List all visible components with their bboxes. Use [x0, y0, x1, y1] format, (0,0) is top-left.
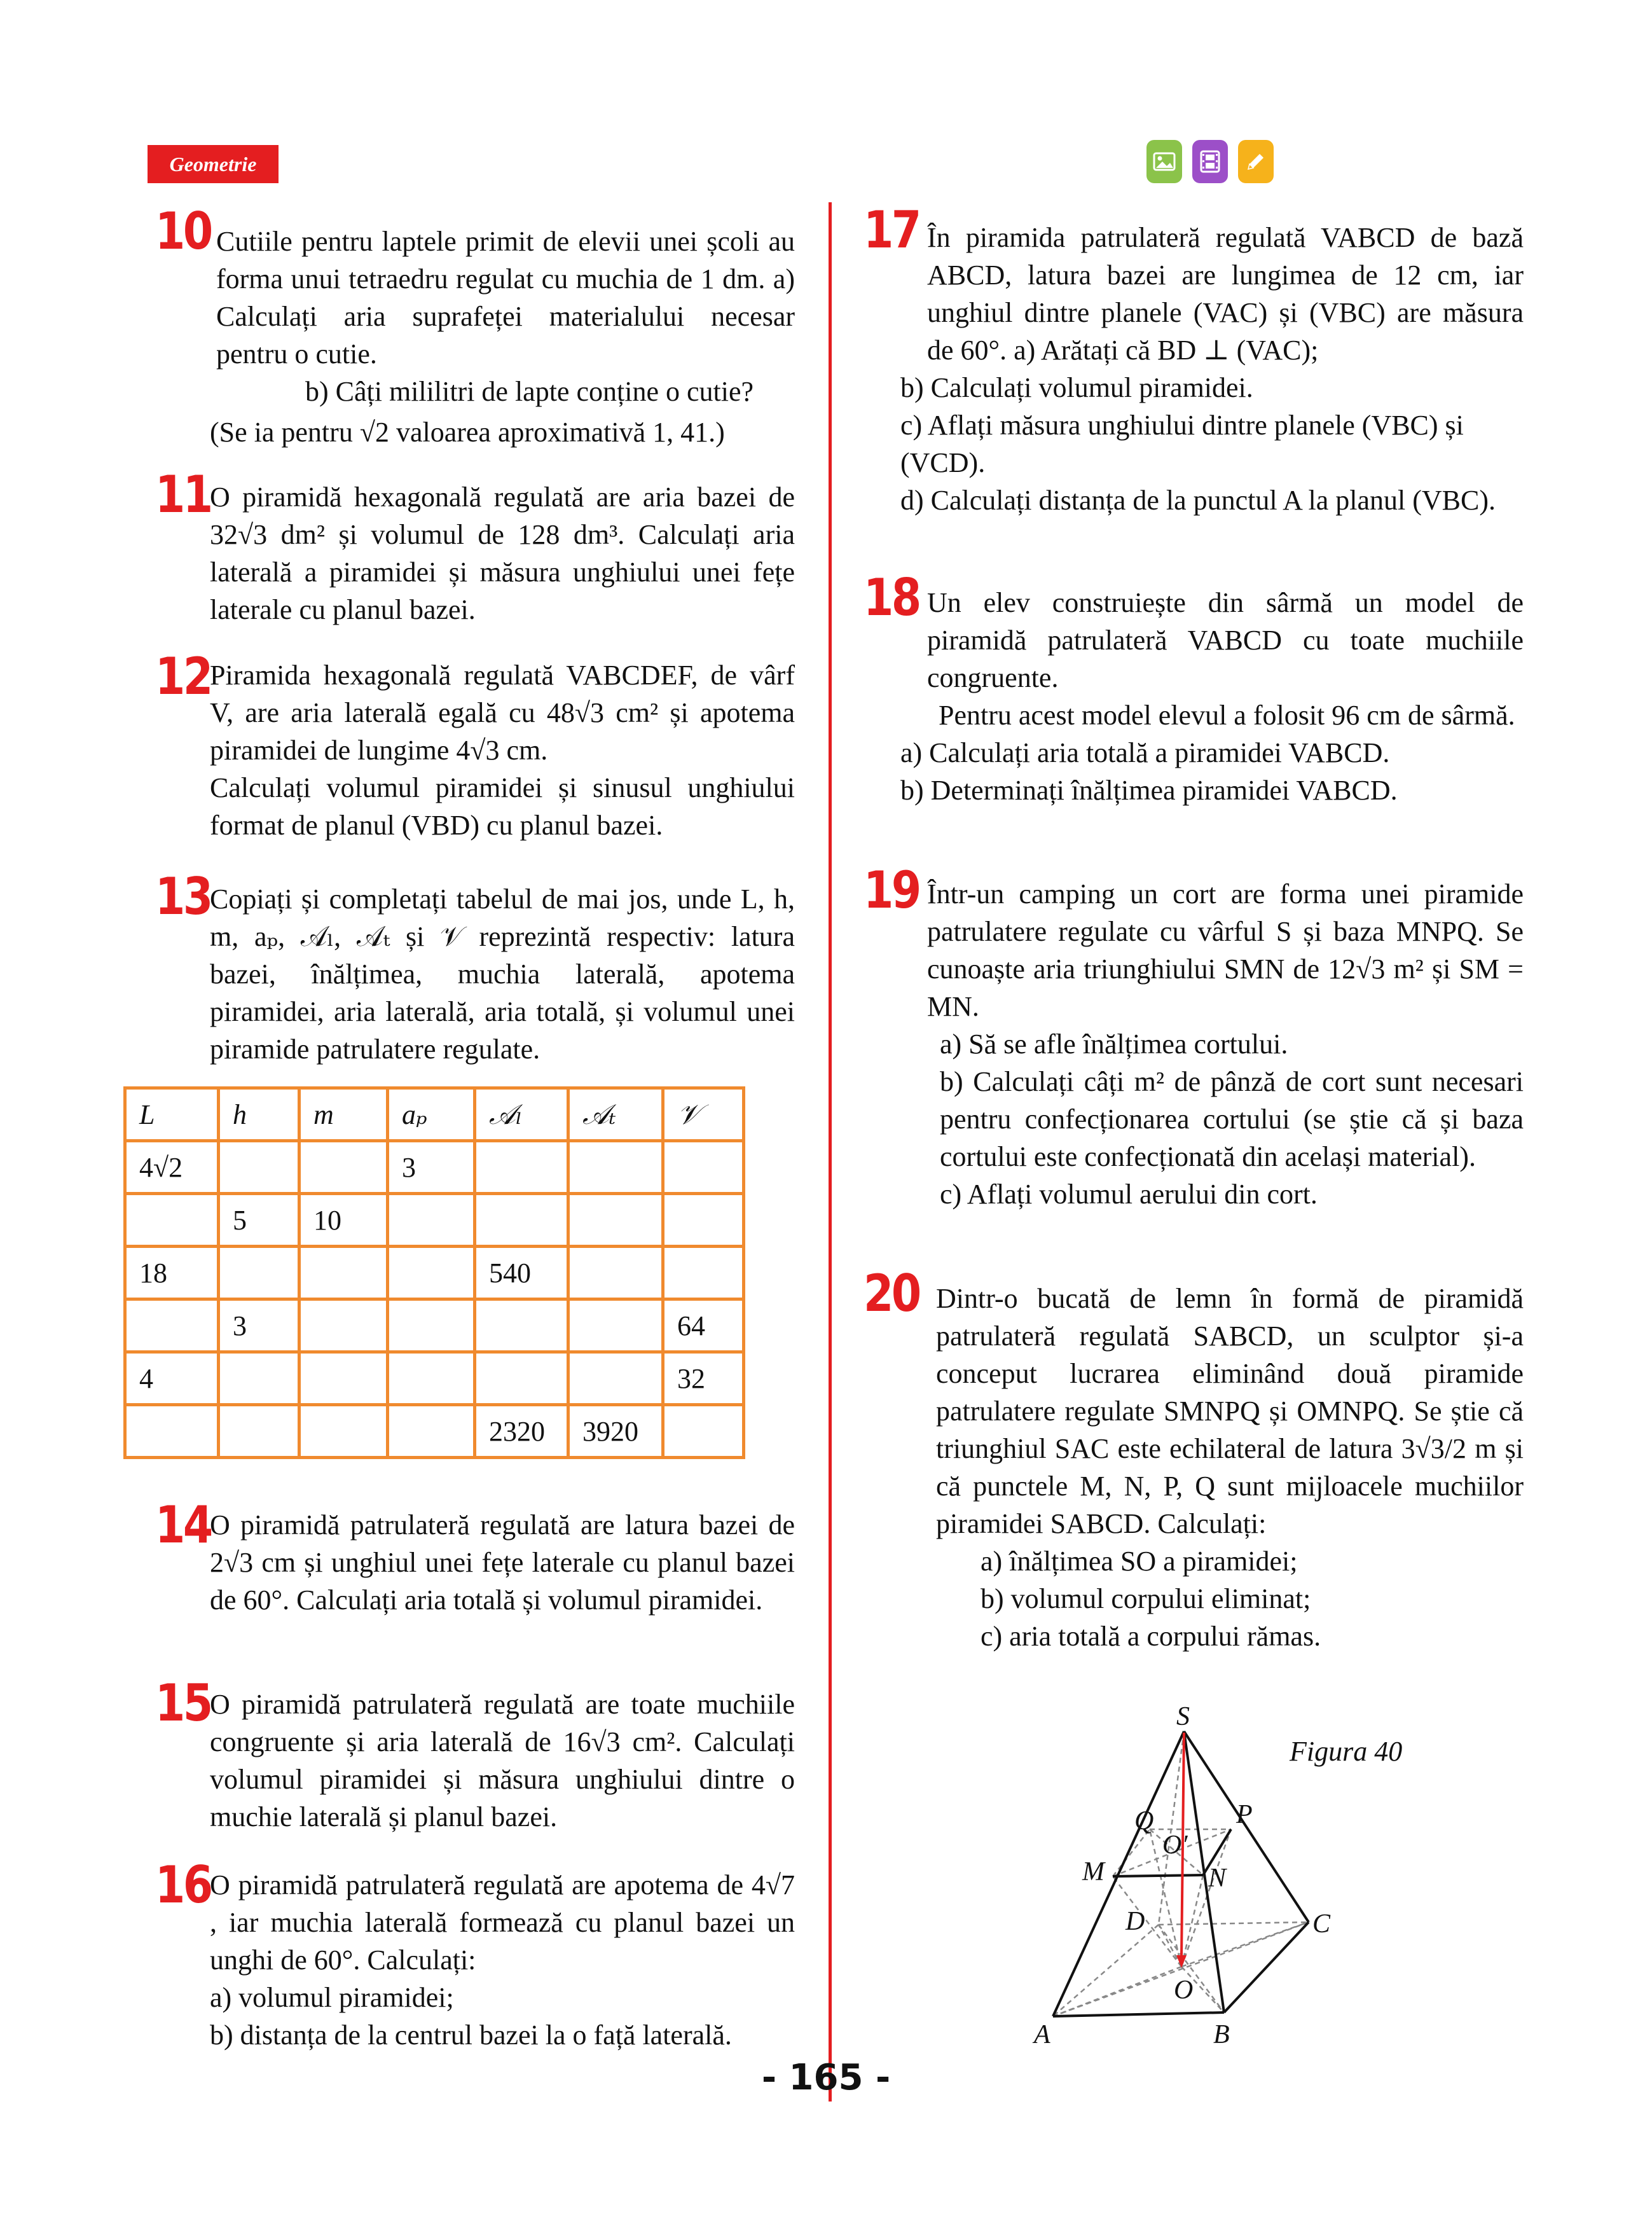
- problem-text: O piramidă patrulateră regulată are toate muchiile congruente și aria laterală de 16√3 cm². Calculați volumul piramidei și măsura unghiului dintre o muchie laterală și planul bazei.: [210, 1689, 795, 1832]
- problem-item: b) distanța de la centrul bazei la o față laterală.: [210, 2019, 732, 2051]
- problem-text: În piramida patrulateră regulată VABCD de bază ABCD, latura bazei are lungimea de 12 cm, iar unghiul dintre planele (VAC) și (VBC) are măsura de 60°. a) Arătați că BD ⊥ (VAC);: [927, 222, 1524, 366]
- table-cell: [475, 1352, 568, 1405]
- problem-20: [936, 1280, 1524, 1655]
- pyramid-figure: [1017, 1705, 1424, 2061]
- figure-caption-text: Figura 40: [1290, 1736, 1403, 1767]
- table-row: [125, 1194, 744, 1247]
- vertex-label: S: [1176, 1705, 1190, 1731]
- table-cell: [475, 1194, 568, 1247]
- table-cell: 2320: [475, 1405, 568, 1458]
- table-cell: 4: [125, 1352, 219, 1405]
- problem-text: Pentru acest model elevul a folosit 96 cm de sârmă.: [939, 700, 1515, 731]
- problem-item: b) Calculați câți m² de pânză de cort sunt necesari pentru confecționarea cortului (se știe că și baza cortului este confecționată din același material).: [940, 1066, 1524, 1172]
- values-table: [123, 1086, 745, 1459]
- table-cell: [219, 1141, 299, 1194]
- table-header-cell: 𝒜ₗ: [475, 1088, 568, 1141]
- problem-17: [900, 219, 1524, 519]
- problem-text: O piramidă patrulateră regulată are apotema de 4√7 , iar muchia laterală formează cu planul bazei un unghi de 60°. Calculați:: [210, 1869, 795, 1976]
- table-row: [125, 1141, 744, 1194]
- table-cell: 540: [475, 1247, 568, 1299]
- table-header-cell: 𝒜ₜ: [568, 1088, 663, 1141]
- table-cell: [568, 1352, 663, 1405]
- problem-item: b) Determinați înălțimea piramidei VABCD.: [900, 775, 1398, 806]
- problem-text: O piramidă patrulateră regulată are latura bazei de 2√3 cm și unghiul unei fețe laterale cu planul bazei de 60°. Calculați aria totală și volumul piramidei.: [210, 1509, 795, 1616]
- problem-19: [927, 875, 1524, 1213]
- problem-item: a) înălțimea SO a piramidei;: [981, 1546, 1298, 1577]
- table-cell: [388, 1405, 475, 1458]
- table-cell: [663, 1405, 744, 1458]
- pencil-icon[interactable]: [1238, 140, 1274, 183]
- table-cell: [568, 1141, 663, 1194]
- problem-text: O piramidă hexagonală regulată are aria bazei de 32√3 dm² și volumul de 128 dm³. Calculați aria laterală a piramidei și măsura unghiului unei fețe laterale cu planul bazei.: [210, 481, 795, 625]
- problem-number: 12: [155, 647, 211, 706]
- table-cell: 5: [219, 1194, 299, 1247]
- table-cell: [125, 1299, 219, 1352]
- table-cell: [219, 1405, 299, 1458]
- problem-number: 10: [155, 202, 211, 261]
- problem-11: [210, 478, 795, 628]
- problem-item: a) volumul piramidei;: [210, 1982, 454, 2013]
- table-cell: [388, 1352, 475, 1405]
- table-header-cell: h: [219, 1088, 299, 1141]
- problem-item: b) volumul corpului eliminat;: [981, 1583, 1311, 1614]
- problem-number: 17: [864, 200, 919, 260]
- table-cell: [219, 1352, 299, 1405]
- problem-16: [210, 1866, 795, 2054]
- table-cell: [388, 1247, 475, 1299]
- problem-item: c) Aflați măsura unghiului dintre planele (VBC) și (VCD).: [900, 410, 1464, 478]
- table-cell: [125, 1194, 219, 1247]
- table-cell: 32: [663, 1352, 744, 1405]
- table-cell: [568, 1194, 663, 1247]
- table-cell: 64: [663, 1299, 744, 1352]
- film-icon[interactable]: [1192, 140, 1228, 183]
- problem-item: d) Calculați distanța de la punctul A la planul (VBC).: [900, 485, 1496, 516]
- problem-18: [900, 584, 1524, 809]
- vertex-label: A: [1034, 2020, 1050, 2049]
- table-cell: [663, 1194, 744, 1247]
- vertex-label: Q: [1134, 1806, 1154, 1836]
- problem-number: 19: [864, 861, 919, 920]
- problem-item: c) Aflați volumul aerului din cort.: [940, 1179, 1318, 1210]
- table-header-row: [125, 1088, 744, 1141]
- vertex-label: B: [1213, 2020, 1230, 2049]
- media-icons: [1146, 140, 1274, 183]
- problem-10-note: [210, 413, 795, 451]
- table-row: [125, 1405, 744, 1458]
- problem-number: 15: [155, 1673, 211, 1733]
- problem-item: b) Calculați volumul piramidei.: [900, 372, 1253, 403]
- table-header-cell: L: [125, 1088, 219, 1141]
- table-cell: [299, 1247, 388, 1299]
- vertex-label: M: [1082, 1857, 1105, 1887]
- problem-text: Într-un camping un cort are forma unei piramide patrulatere regulate cu vârful S și baza MNPQ. Se cunoaște aria triunghiului SMN de 12√3 m² și SM = MN.: [927, 878, 1524, 1022]
- problem-text: Dintr-o bucată de lemn în formă de piramidă patrulateră regulată SABCD, un sculptor și-a conceput lucrarea eliminând două piramide patrulatere regulate SMNPQ și OMNPQ. Se știe că triunghiul SAC este echilateral de latura 3√3/2 m și că punctele M, N, P, Q sunt mijloacele muchiilor piramidei SABCD. Calculați:: [936, 1283, 1524, 1539]
- problem-note: (Se ia pentru √2 valoarea aproximativă 1, 41.): [210, 417, 725, 448]
- table-row: [125, 1299, 744, 1352]
- problem-text: Calculați volumul piramidei și sinusul unghiului format de planul (VBD) cu planul bazei.: [210, 772, 795, 841]
- problem-item: a) Calculați aria totală a piramidei VABCD.: [900, 737, 1390, 768]
- problem-number: 18: [864, 568, 919, 627]
- problem-text: Cutiile pentru laptele primit de elevii unei școli au forma unui tetraedru regulat cu muchia de 1 dm. a) Calculați aria suprafeței materialului necesar pentru o cutie.: [216, 226, 795, 370]
- table-cell: [663, 1247, 744, 1299]
- table-header-cell: 𝒱: [663, 1088, 744, 1141]
- table-cell: [299, 1405, 388, 1458]
- table-cell: 3920: [568, 1405, 663, 1458]
- problem-item: c) aria totală a corpului rămas.: [981, 1621, 1321, 1652]
- table-row: [125, 1247, 744, 1299]
- image-icon[interactable]: [1146, 140, 1182, 183]
- problem-14: [210, 1506, 795, 1619]
- problem-number: 20: [864, 1264, 919, 1323]
- vertex-label: N: [1208, 1864, 1227, 1893]
- section-tag: Geometrie: [148, 145, 279, 183]
- table-cell: [568, 1247, 663, 1299]
- table-cell: 3: [388, 1141, 475, 1194]
- table-cell: [299, 1141, 388, 1194]
- problem-12: [210, 656, 795, 844]
- problem-text: Un elev construiește din sârmă un model de piramidă patrulateră VABCD cu toate muchiile congruente.: [927, 587, 1524, 693]
- table-cell: 10: [299, 1194, 388, 1247]
- table-header-cell: m: [299, 1088, 388, 1141]
- table-cell: [299, 1352, 388, 1405]
- table-cell: 18: [125, 1247, 219, 1299]
- problem-10: [216, 223, 795, 410]
- problem-number: 16: [155, 1855, 211, 1915]
- table-cell: 3: [219, 1299, 299, 1352]
- table-cell: [475, 1299, 568, 1352]
- vertex-label: O: [1174, 1976, 1194, 2005]
- table-cell: [299, 1299, 388, 1352]
- problem-number: 11: [155, 465, 211, 524]
- table-header-cell: aₚ: [388, 1088, 475, 1141]
- vertex-label: D: [1125, 1907, 1145, 1936]
- table-cell: [125, 1405, 219, 1458]
- vertex-label: O′: [1162, 1831, 1188, 1860]
- problem-13: [210, 880, 795, 1068]
- table-cell: [388, 1194, 475, 1247]
- problem-text: b) Câți mililitri de lapte conține o cutie?: [305, 376, 754, 407]
- table-cell: [388, 1299, 475, 1352]
- table-cell: [663, 1141, 744, 1194]
- problem-15: [210, 1686, 795, 1836]
- problem-text: Piramida hexagonală regulată VABCDEF, de vârf V, are aria laterală egală cu 48√3 cm² și apotema piramidei de lungime 4√3 cm.: [210, 660, 795, 766]
- table-cell: [568, 1299, 663, 1352]
- table-cell: 4√2: [125, 1141, 219, 1194]
- vertex-label: C: [1312, 1909, 1331, 1939]
- vertex-label: P: [1236, 1800, 1253, 1829]
- page-number: - 165 -: [761, 2057, 891, 2098]
- table-row: [125, 1352, 744, 1405]
- table-cell: [475, 1141, 568, 1194]
- table-cell: [219, 1247, 299, 1299]
- problem-number: 14: [155, 1495, 211, 1555]
- column-divider: [829, 202, 832, 2102]
- problem-item: a) Să se afle înălțimea cortului.: [940, 1028, 1288, 1060]
- problem-number: 13: [155, 867, 211, 926]
- problem-text: Copiați și completați tabelul de mai jos, unde L, h, m, aₚ, 𝒜ₗ, 𝒜ₜ și 𝒱 reprezintă respectiv: latura bazei, înălțimea, muchia laterală, apotema piramidei, aria laterală, aria totală, și volumul unei piramide patrulatere regulate.: [210, 883, 795, 1065]
